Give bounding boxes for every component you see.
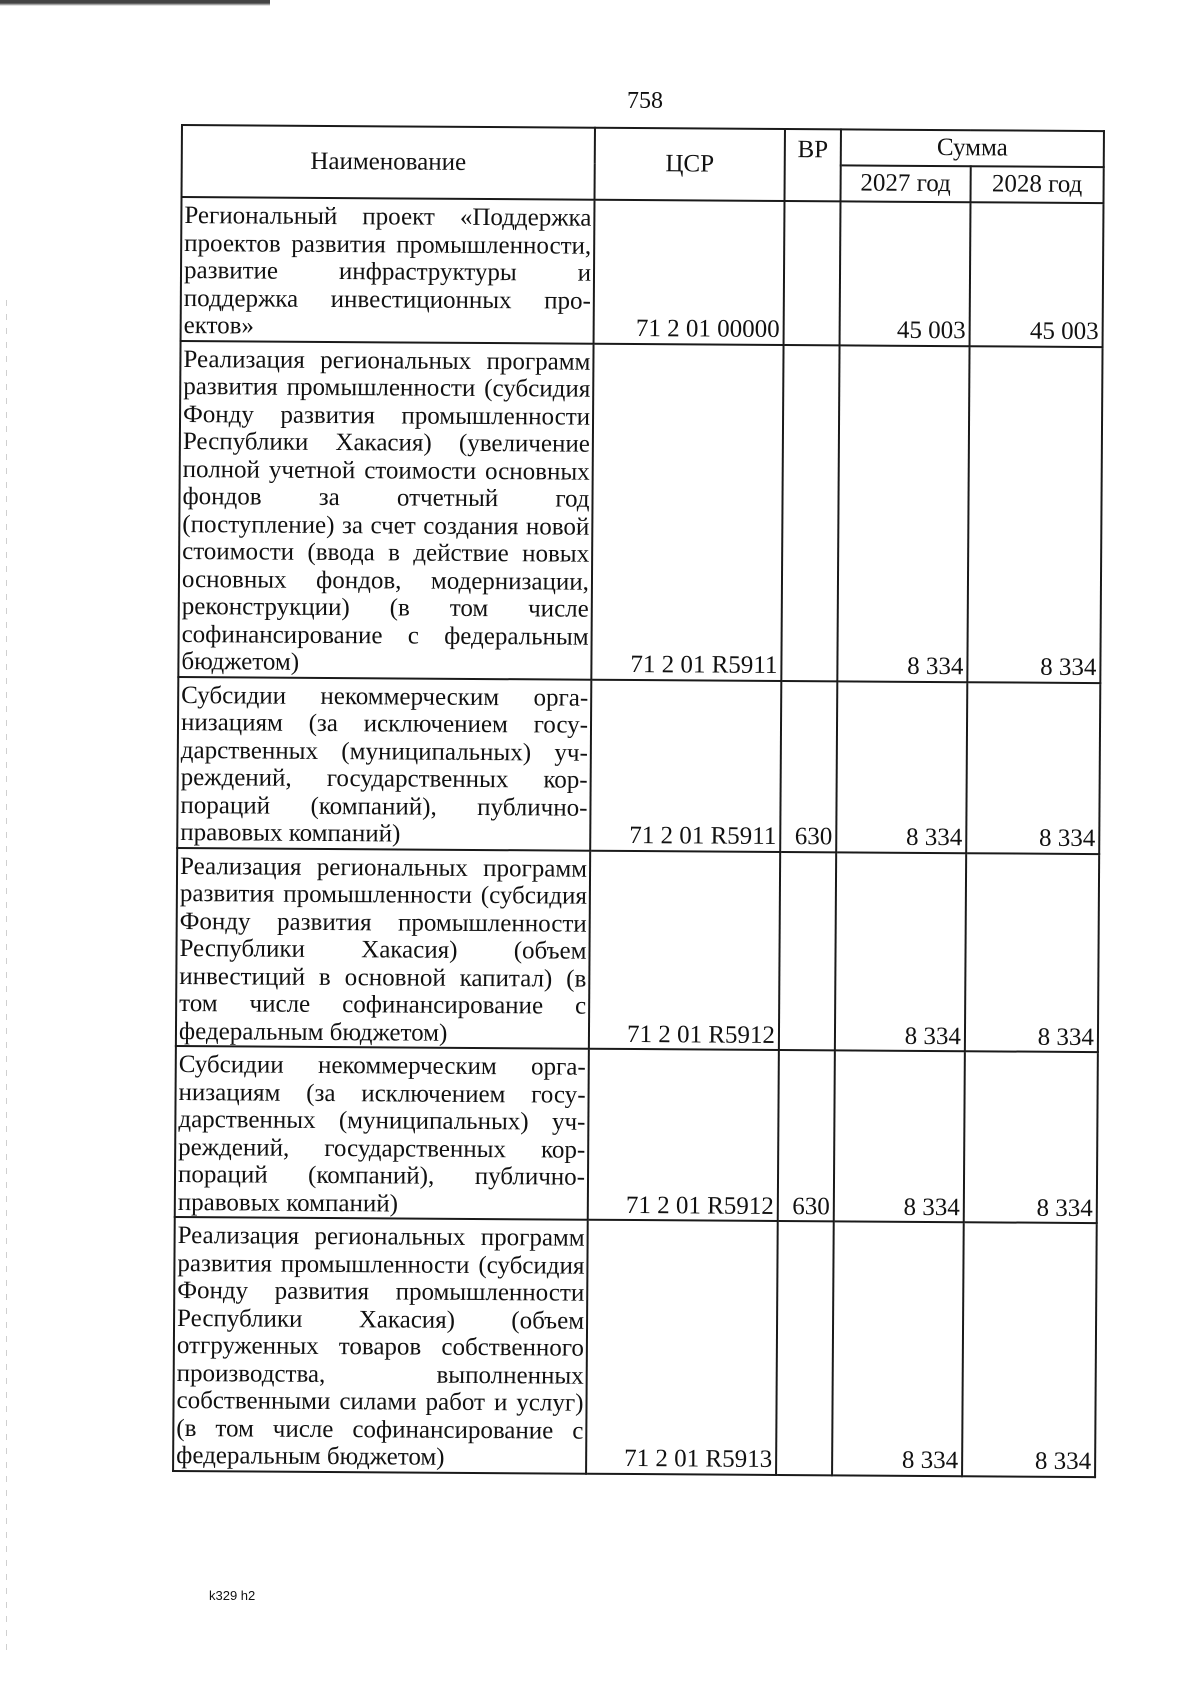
table-row: [181, 197, 1104, 347]
table-row: [175, 1046, 1098, 1223]
row-amount-2028: 8 334: [965, 853, 1099, 1052]
header-csr: ЦСР: [595, 128, 785, 201]
row-csr: 71 2 01 R5913: [586, 1220, 778, 1475]
row-name: Реализация региональных программ развития промышленности (субсидия Фонду развития промышленности Республики Хакасия) (увеличение полной учетной стоимости основных фондов за отчетный год (поступление) за счет создания новой стоимости (ввода в действие новых основных фондов, модернизации, реконструкции) (в том числе софинансирование с федеральным бюджетом): [178, 341, 593, 680]
row-csr: 71 2 01 R5911: [590, 679, 781, 851]
row-vr: 630: [780, 680, 837, 851]
row-vr: 630: [778, 1050, 835, 1221]
row-name: Региональный проект «Поддержка проектов развития промышленности, развитие инфраструктуры и поддержка инвестиционных проектов»: [181, 197, 595, 343]
row-amount-2027: 8 334: [836, 681, 967, 853]
row-amount-2028: 8 334: [966, 682, 1100, 854]
row-vr: [779, 851, 836, 1050]
table-row: [173, 1217, 1097, 1477]
row-csr: 71 2 01 00000: [594, 200, 785, 345]
row-amount-2028: 45 003: [970, 202, 1104, 346]
header-year-2028: 2028 год: [970, 166, 1103, 203]
budget-table: [172, 124, 1105, 1478]
row-amount-2027: 8 334: [832, 1221, 964, 1475]
row-csr: 71 2 01 R5912: [589, 850, 780, 1050]
row-amount-2028: 8 334: [962, 1222, 1097, 1476]
row-amount-2028: 8 334: [964, 1051, 1098, 1223]
header-sum: Сумма: [841, 129, 1104, 167]
row-name: Субсидии некоммерческим организациям (за исключением государственных (муниципальных) учреждений, государственных корпораций (компаний), публично-правовых компаний): [177, 676, 591, 850]
row-amount-2027: 8 334: [835, 852, 966, 1051]
header-vr: ВР: [785, 129, 841, 201]
row-amount-2028: 8 334: [967, 346, 1102, 683]
row-name: Реализация региональных программ развития промышленности (субсидия Фонду развития промышленности Республики Хакасия) (объем отгруженных товаров собственного производства, выполненных собственными силами работ и услуг) (в том числе софинансирование с федеральным бюджетом): [173, 1217, 588, 1473]
row-vr: [781, 345, 839, 681]
row-csr: 71 2 01 R5912: [588, 1049, 779, 1221]
scan-edge-artifact: [0, 0, 270, 6]
row-name: Реализация региональных программ развития промышленности (субсидия Фонду развития промышленности Республики Хакасия) (объем инвестиций в основной капитал) (в том числе софинансирование с федеральным бюджетом): [176, 847, 590, 1048]
row-csr: 71 2 01 R5911: [591, 343, 783, 680]
row-amount-2027: 45 003: [840, 201, 971, 345]
row-vr: [784, 201, 841, 345]
table-row: [177, 676, 1100, 853]
table-row: [176, 847, 1099, 1052]
scan-margin-artifact: [6, 300, 7, 1650]
document-code: k329 h2: [209, 1588, 256, 1603]
table-body: [173, 197, 1103, 1477]
table-header: [182, 125, 1104, 203]
row-vr: [776, 1221, 834, 1475]
row-name: Субсидии некоммерческим организациям (за исключением государственных (муниципальных) учреждений, государственных корпораций (компаний), публично-правовых компаний): [175, 1046, 589, 1220]
row-amount-2027: 8 334: [837, 345, 969, 682]
row-amount-2027: 8 334: [834, 1050, 965, 1222]
page-number: 758: [627, 88, 663, 114]
header-name: Наименование: [182, 125, 595, 200]
table-row: [178, 341, 1102, 683]
header-year-2027: 2027 год: [841, 165, 971, 202]
